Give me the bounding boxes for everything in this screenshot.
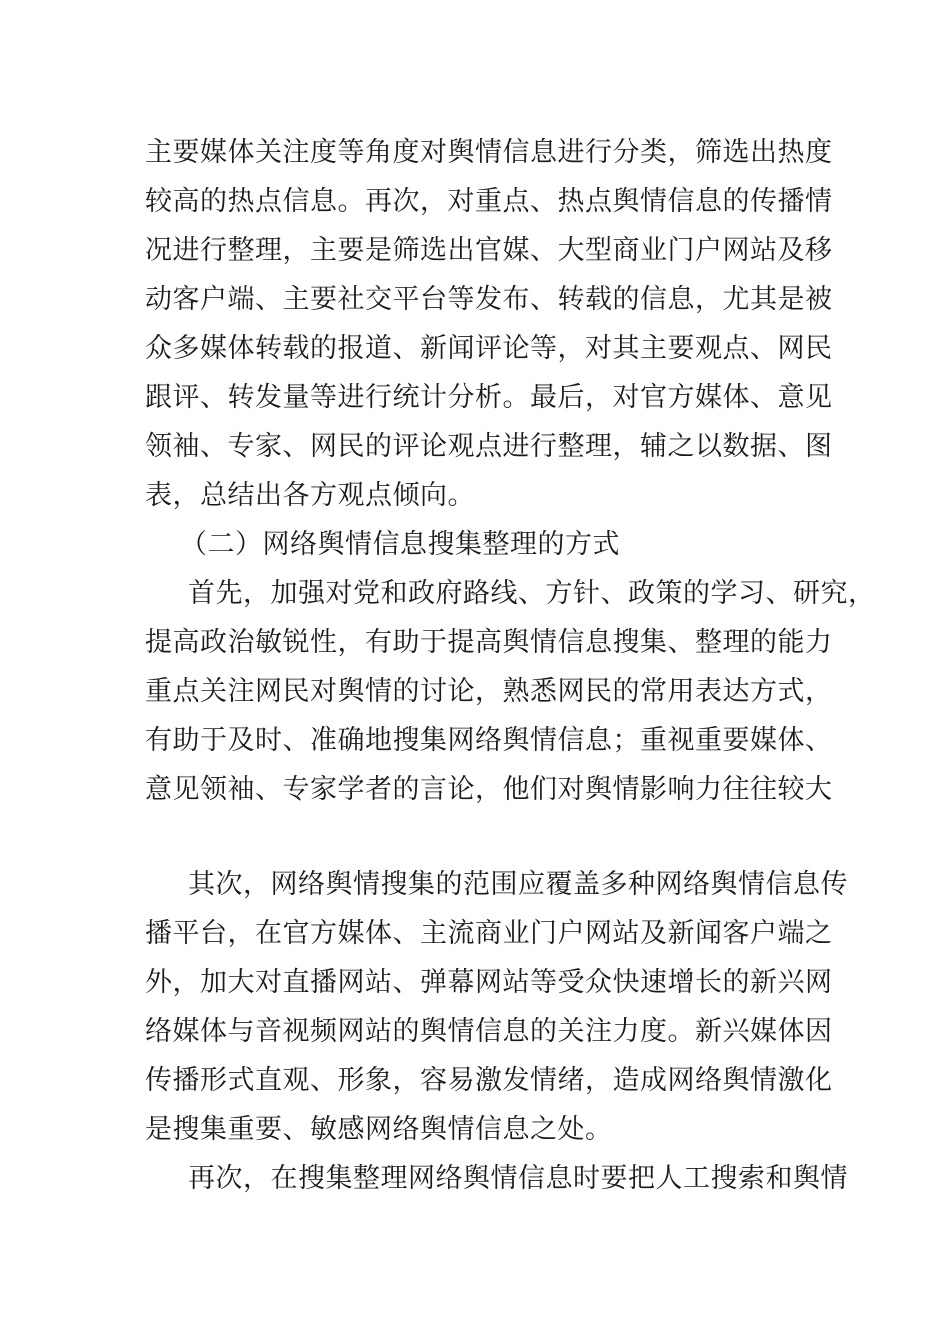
text-line: 主要媒体关注度等角度对舆情信息进行分类，筛选出热度 — [145, 137, 833, 168]
text-line: 其次，网络舆情搜集的范围应覆盖多种网络舆情信息传 — [188, 869, 848, 900]
text-line: 络媒体与音视频网站的舆情信息的关注力度。新兴媒体因 — [145, 1016, 833, 1047]
text-line: 再次，在搜集整理网络舆情信息时要把人工搜索和舆情 — [188, 1163, 848, 1194]
text-line: 跟评、转发量等进行统计分析。最后，对官方媒体、意见 — [145, 382, 833, 413]
text-line: 较高的热点信息。再次，对重点、热点舆情信息的传播情 — [145, 186, 833, 217]
text-line: 表，总结出各方观点倾向。 — [145, 480, 475, 511]
text-line: 众多媒体转载的报道、新闻评论等，对其主要观点、网民 — [145, 333, 833, 364]
text-line: 动客户端、主要社交平台等发布、转载的信息，尤其是被 — [145, 284, 833, 315]
text-line: 是搜集重要、敏感网络舆情信息之处。 — [145, 1114, 613, 1145]
text-line: 有助于及时、准确地搜集网络舆情信息；重视重要媒体、 — [145, 725, 833, 756]
text-line: 况进行整理，主要是筛选出官媒、大型商业门户网站及移 — [145, 235, 833, 266]
text-line: 播平台，在官方媒体、主流商业门户网站及新闻客户端之 — [145, 918, 833, 949]
text-line: 首先，加强对党和政府路线、方针、政策的学习、研究， — [188, 578, 876, 609]
text-line: 重点关注网民对舆情的讨论，熟悉网民的常用表达方式， — [145, 676, 833, 707]
text-line: 领袖、专家、网民的评论观点进行整理，辅之以数据、图 — [145, 431, 833, 462]
section-heading: （二）网络舆情信息搜集整理的方式 — [180, 529, 620, 560]
text-line: 传播形式直观、形象，容易激发情绪，造成网络舆情激化 — [145, 1065, 833, 1096]
text-line: 提高政治敏锐性，有助于提高舆情信息搜集、整理的能力 — [145, 627, 833, 658]
text-line: 意见领袖、专家学者的言论，他们对舆情影响力往往较大 — [145, 774, 833, 805]
text-line: 外，加大对直播网站、弹幕网站等受众快速增长的新兴网 — [145, 967, 833, 998]
